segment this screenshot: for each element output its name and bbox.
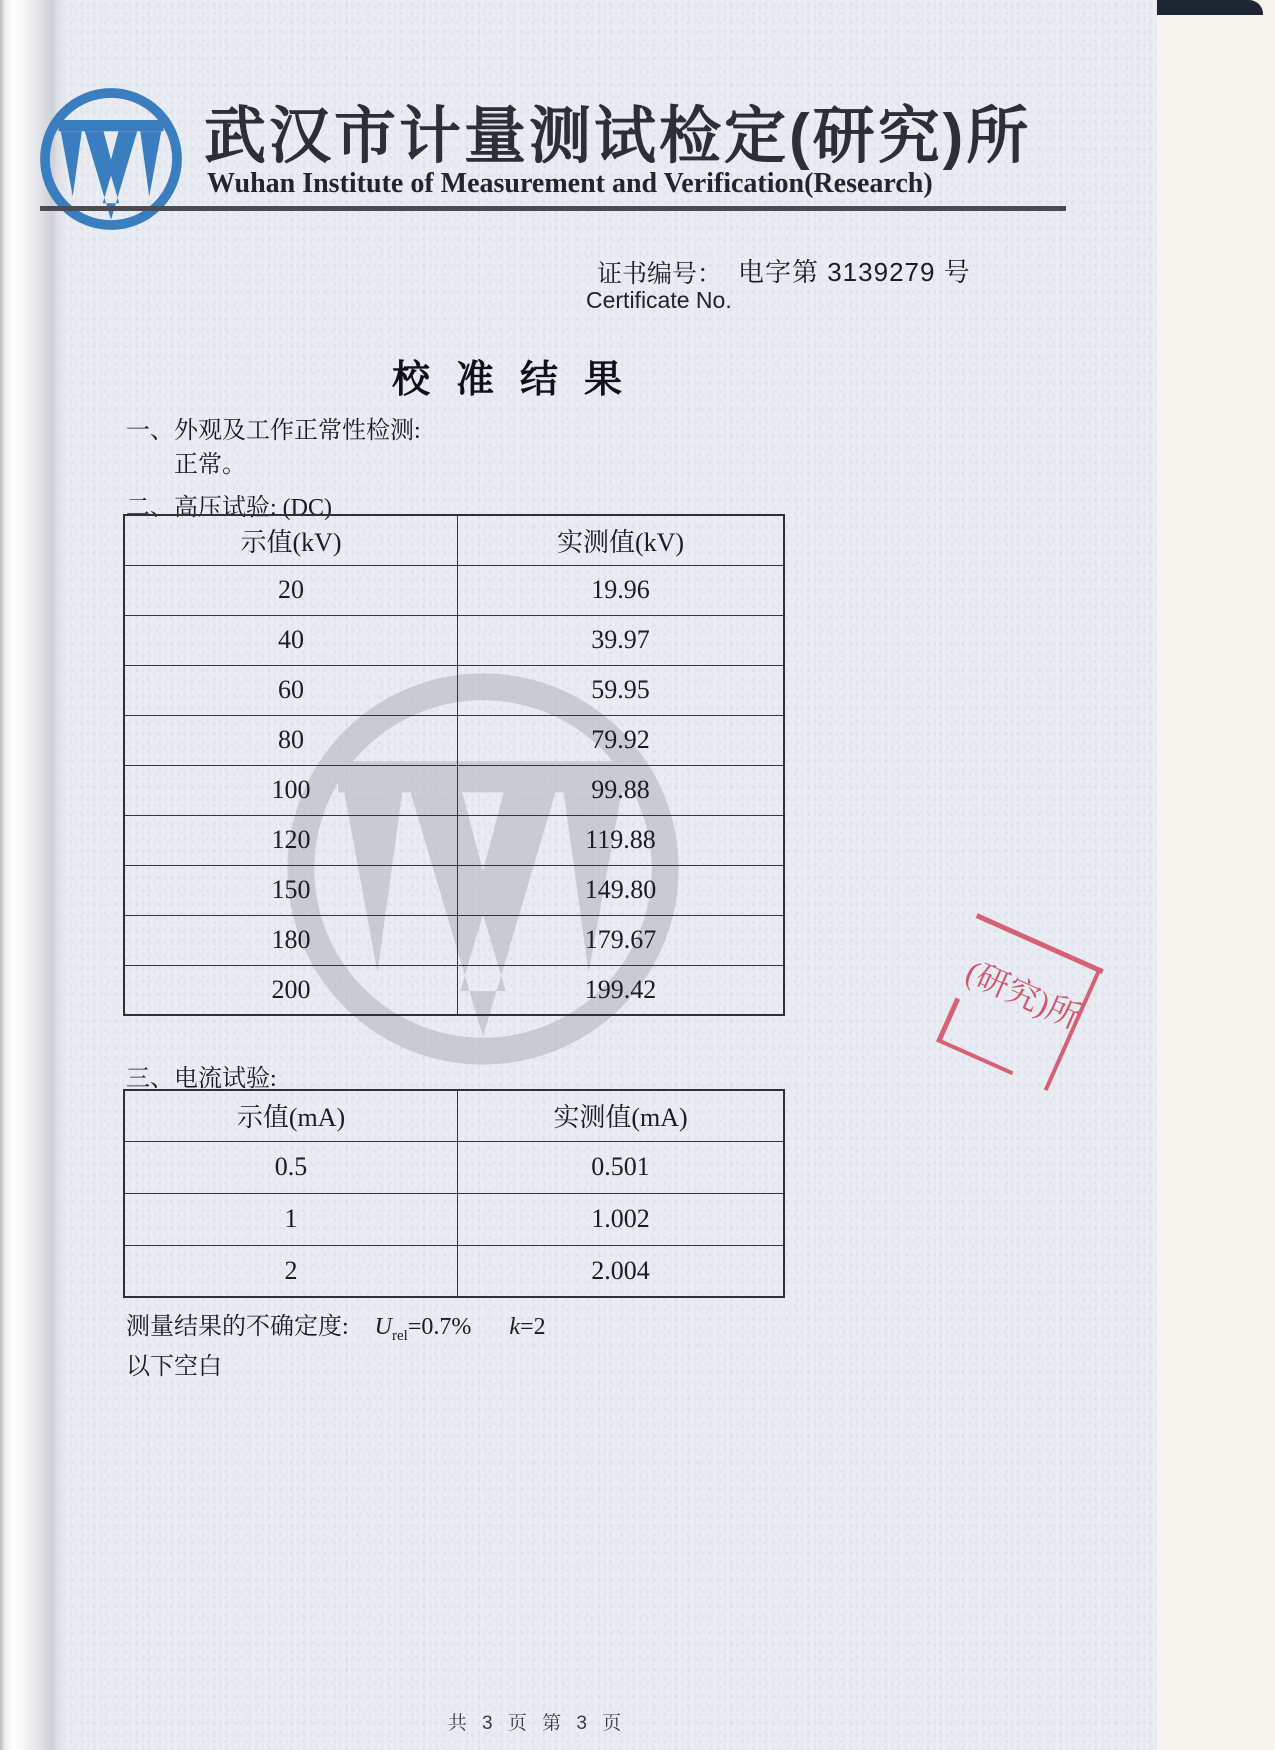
measured-header-cell: 实测值(kV) (458, 515, 785, 565)
table-row (124, 815, 784, 865)
scanner-dark-corner (1157, 0, 1263, 15)
table-row (124, 1141, 784, 1193)
measured-cell: 179.67 (458, 915, 785, 965)
org-name-chinese: 武汉市计量测试检定(研究)所 (204, 102, 1032, 171)
header-divider (40, 206, 1066, 211)
indication-cell: 2 (124, 1245, 458, 1297)
table-header-row (124, 515, 784, 565)
measured-cell: 0.501 (458, 1141, 785, 1193)
k-value: =2 (520, 1314, 546, 1340)
blank-below-note: 以下空白 (126, 1354, 222, 1380)
table-row (124, 615, 784, 665)
table-row (124, 915, 784, 965)
uncertainty-statement (126, 1306, 546, 1345)
stamp-border-bottom (936, 1037, 1014, 1075)
measured-cell: 119.88 (458, 815, 785, 865)
measured-cell: 149.80 (458, 865, 785, 915)
section1-result: 正常。 (174, 452, 246, 478)
current-test-table (123, 1089, 785, 1298)
indication-cell: 40 (124, 615, 458, 665)
measured-cell: 39.97 (458, 615, 785, 665)
indication-cell: 100 (124, 765, 458, 815)
research-institute-stamp (936, 919, 1102, 1091)
measured-cell: 2.004 (458, 1245, 785, 1297)
scanner-backing (1157, 0, 1275, 1750)
section2-heading: 二、高压试验: (DC) (126, 495, 332, 521)
page-title: 校准结果 (392, 359, 649, 401)
high-voltage-test-table (123, 514, 785, 1016)
indication-header-cell: 示值(mA) (124, 1090, 458, 1141)
table-row (124, 665, 784, 715)
measured-cell: 59.95 (458, 665, 785, 715)
stamp-border-left (936, 997, 960, 1043)
org-name-english: Wuhan Institute of Measurement and Verification(Research) (207, 168, 933, 199)
measured-cell: 99.88 (458, 765, 785, 815)
section3-heading: 三、电流试验: (126, 1066, 277, 1092)
measured-cell: 199.42 (458, 965, 785, 1015)
indication-header-cell: 示值(kV) (124, 515, 458, 565)
institute-logo-icon (36, 84, 186, 234)
table-row (124, 965, 784, 1015)
indication-cell: 0.5 (124, 1141, 458, 1193)
table-row (124, 765, 784, 815)
section1-heading: 一、外观及工作正常性检测: (126, 418, 421, 444)
indication-cell: 1 (124, 1193, 458, 1245)
measured-cell: 19.96 (458, 565, 785, 615)
k-symbol: k (509, 1314, 521, 1340)
u-value: =0.7% (407, 1314, 472, 1340)
stamp-text: (研究)所 (960, 954, 1086, 1037)
table-row (124, 1193, 784, 1245)
certificate-number-label-en: Certificate No. (586, 287, 732, 313)
u-symbol: U (374, 1314, 393, 1340)
measured-header-cell: 实测值(mA) (458, 1090, 785, 1141)
page-number-footer: 共 3 页 第 3 页 (447, 1713, 627, 1734)
indication-cell: 60 (124, 665, 458, 715)
indication-cell: 80 (124, 715, 458, 765)
page-curl-shadow (0, 0, 72, 1750)
measured-cell: 1.002 (458, 1193, 785, 1245)
indication-cell: 20 (124, 565, 458, 615)
table-row (124, 715, 784, 765)
table-row (124, 1245, 784, 1297)
certificate-number-value: 电字第 3139279 号 (738, 257, 971, 287)
indication-cell: 180 (124, 915, 458, 965)
certificate-number-label-cn: 证书编号： (597, 260, 723, 288)
uncertainty-label: 测量结果的不确定度: (126, 1314, 349, 1340)
measured-cell: 79.92 (458, 715, 785, 765)
table-header-row (124, 1090, 784, 1141)
table-row (124, 865, 784, 915)
indication-cell: 120 (124, 815, 458, 865)
table-row (124, 565, 784, 615)
indication-cell: 150 (124, 865, 458, 915)
indication-cell: 200 (124, 965, 458, 1015)
u-subscript: rel (392, 1327, 408, 1344)
